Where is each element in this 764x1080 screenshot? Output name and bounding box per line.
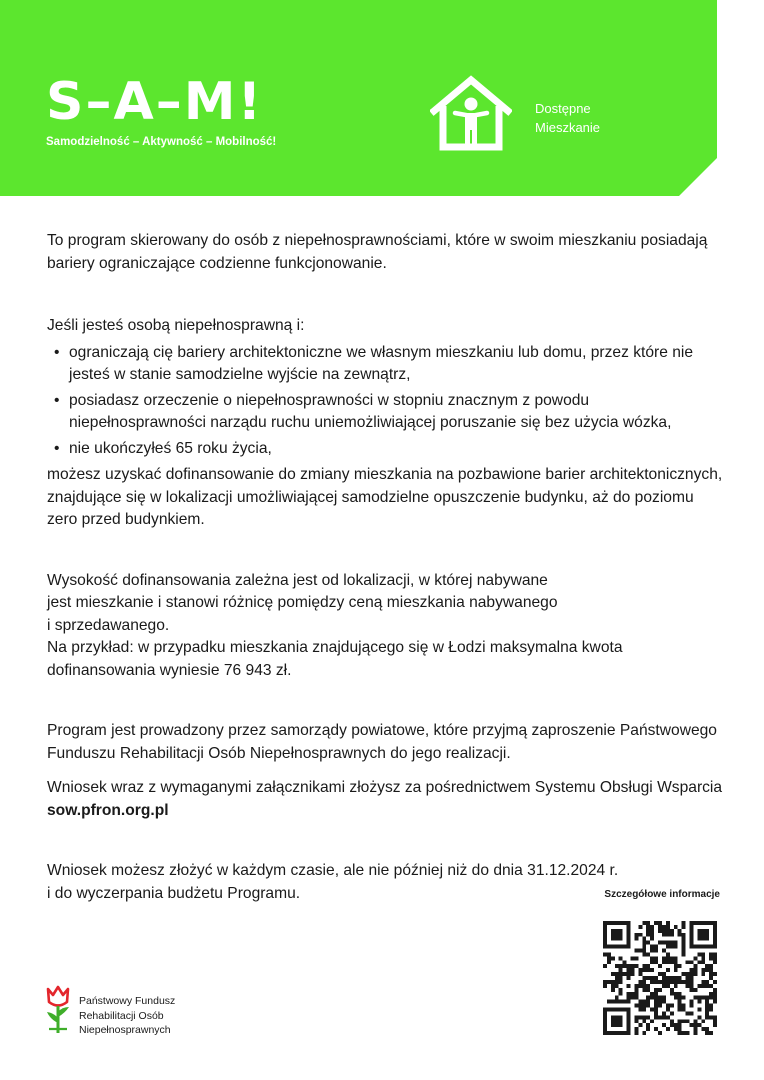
bullet-icon: •: [54, 391, 60, 409]
bullet-icon: •: [54, 343, 60, 361]
organisation-paragraph: Program jest prowadzony przez samorządy powiatowe, które przyjmą zaproszenie Państwowego Funduszu Rehabilitacji Osób Niepełnosprawnych do jego realizacji.: [47, 722, 717, 762]
eligibility-item: • posiadasz orzeczenie o niepełnosprawności w stopniu znacznym z powodu niepełnosprawności narządu ruchu uniemożliwiającej poruszanie się bez użycia wózka,: [54, 391, 672, 431]
pfron-name-line2: Rehabilitacji Osób: [79, 1009, 164, 1022]
program-name-line2: Mieszkanie: [535, 120, 601, 135]
application-paragraph: Wniosek wraz z wymaganymi załącznikami złożysz za pośrednictwem Systemu Obsługi Wsparcia sow.pfron.org.pl: [47, 779, 723, 819]
funding-line3: i sprzedawanego.: [47, 616, 170, 634]
qr-caption: Szczegółowe informacje: [604, 889, 720, 900]
eligibility-item: • nie ukończyłeś 65 roku życia,: [47, 438, 727, 461]
qr-code-icon[interactable]: [603, 921, 717, 1035]
eligibility-lead: Jeśli jesteś osobą niepełnosprawną i:: [47, 317, 305, 334]
tagline: Samodzielność – Aktywność – Mobilność!: [46, 136, 277, 148]
funding-line2: jest mieszkanie i stanowi różnicę pomiędzy ceną mieszkania nabywanego: [47, 594, 558, 611]
pfron-name-line1: Państwowy Fundusz: [79, 995, 176, 1007]
program-name: [535, 99, 600, 137]
eligibility-outcome: możesz uzyskać dofinansowanie do zmiany mieszkania na pozbawione barier architektonicznych, znajdujące się w lokalizacji umożliwiającej samodzielne opuszczenie budynku, aż do poziomu zero przed budynkiem.: [47, 466, 723, 528]
funding-example: Na przykład: w przypadku mieszkania znajdującego się w Łodzi maksymalna kwota dofinansowania wyniesie 76 943 zł.: [47, 639, 623, 679]
deadline-line1: Wniosek możesz złożyć w każdym czasie, ale nie później niż do dnia 31.12.2024 r.: [47, 862, 619, 879]
bullet-icon: •: [54, 439, 60, 457]
deadline-line2: i do wyczerpania budżetu Programu.: [47, 884, 301, 902]
pfron-name-line3: Niepełnosprawnych: [79, 1024, 171, 1036]
main-content: [47, 230, 727, 905]
pfron-tulip-logo-icon: [44, 985, 72, 1035]
eligibility-item: • ograniczają cię bariery architektoniczne we własnym mieszkaniu lub domu, przez które nie jesteś w stanie samodzielne wyjście na zewnątrz,: [54, 343, 694, 383]
house-person-icon: [430, 75, 512, 151]
sow-link[interactable]: sow.pfron.org.pl: [47, 801, 169, 819]
program-name-line1: Dostępne: [535, 101, 591, 116]
intro-paragraph: To program skierowany do osób z niepełnosprawnościami, które w swoim mieszkaniu posiadają bariery ograniczające codzienne funkcjonowanie.: [47, 232, 708, 272]
eligibility-list: [47, 342, 727, 461]
funding-line1: Wysokość dofinansowania zależna jest od lokalizacji, w której nabywane: [47, 571, 548, 589]
pfron-name: [79, 994, 175, 1038]
sam-logo: S–A–M!: [46, 72, 264, 132]
